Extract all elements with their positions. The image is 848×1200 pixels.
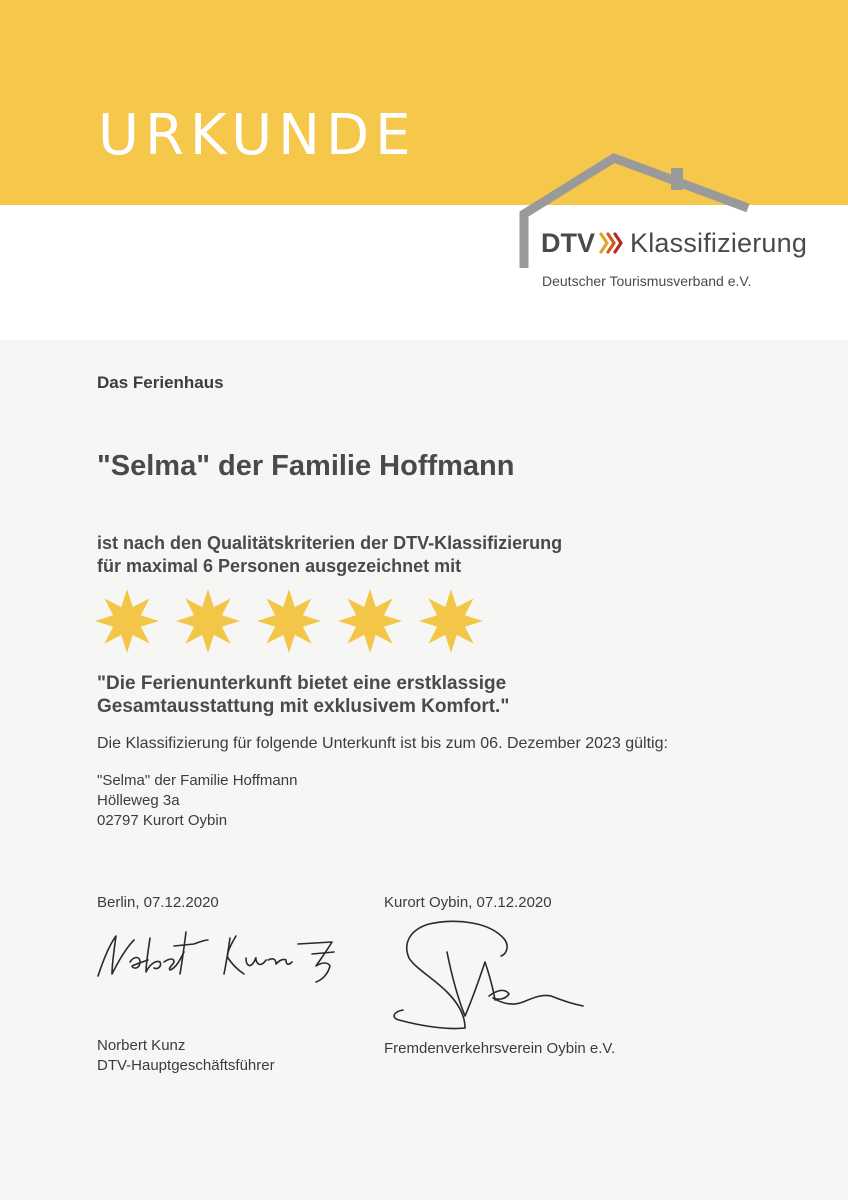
right-signer-organization: Fremdenverkehrsverein Oybin e.V. [384, 1040, 616, 1057]
logo-klassifizierung: Klassifizierung [630, 228, 808, 258]
house-name: "Selma" der Familie Hoffmann [97, 450, 515, 482]
quote-line-1: "Die Ferienunterkunft bietet eine erstklassige [97, 673, 507, 694]
logo-subtitle: Deutscher Tourismusverband e.V. [542, 273, 752, 289]
signature-oybin [385, 912, 595, 1037]
star-icon [175, 588, 241, 654]
logo-wordmark [541, 230, 807, 260]
left-signer-role: DTV-Hauptgeschäftsführer [97, 1057, 275, 1074]
address-name: "Selma" der Familie Hoffmann [97, 772, 298, 789]
star-icon [94, 588, 160, 654]
house-type: Das Ferienhaus [97, 373, 224, 392]
validity-statement: Die Klassifizierung für folgende Unterkunft ist bis zum 06. Dezember 2023 gültig: [97, 735, 668, 752]
dtv-logo [516, 150, 816, 300]
star-rating [94, 588, 494, 658]
logo-dtv: DTV [541, 228, 595, 258]
right-place-date: Kurort Oybin, 07.12.2020 [384, 894, 552, 911]
criteria-line-2: für maximal 6 Personen ausgezeichnet mit [97, 556, 462, 576]
address-city: 02797 Kurort Oybin [97, 812, 228, 829]
house-roof-icon [516, 150, 816, 280]
chevron-arrows-icon [599, 231, 625, 260]
left-signer-name: Norbert Kunz [97, 1037, 186, 1054]
left-place-date: Berlin, 07.12.2020 [97, 894, 219, 911]
signature-norbert-kunz [90, 918, 350, 988]
criteria-line-1: ist nach den Qualitätskriterien der DTV-Klassifizierung [97, 533, 563, 553]
address-street: Hölleweg 3a [97, 792, 180, 809]
certificate-title: URKUNDE [98, 103, 417, 168]
quote-line-2: Gesamtausstattung mit exklusivem Komfort." [97, 696, 510, 717]
star-icon [256, 588, 322, 654]
star-icon [337, 588, 403, 654]
star-icon [418, 588, 484, 654]
